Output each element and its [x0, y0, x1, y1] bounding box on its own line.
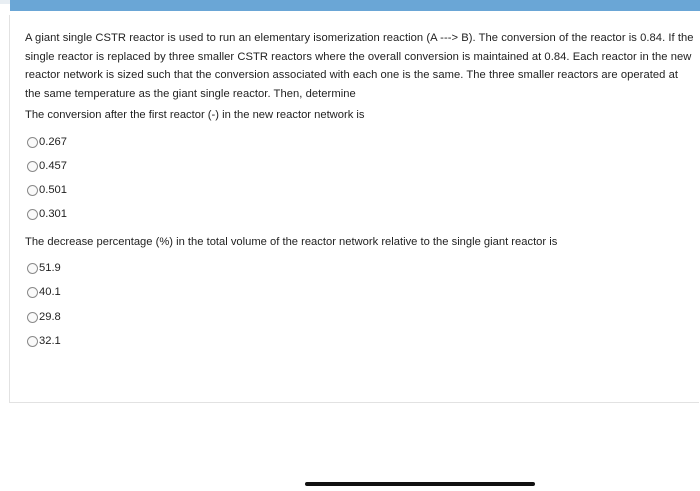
- option-label: 0.267: [39, 136, 67, 148]
- radio-button[interactable]: [27, 185, 38, 196]
- part2-option-1[interactable]: [27, 261, 61, 275]
- part2-option-3[interactable]: [27, 310, 61, 324]
- part1-option-1[interactable]: [27, 135, 67, 149]
- option-label: 32.1: [39, 335, 61, 347]
- part1-option-3[interactable]: [27, 183, 67, 197]
- part2-prompt: The decrease percentage (%) in the total volume of the reactor network relative to the single giant reactor is: [25, 236, 558, 248]
- radio-button[interactable]: [27, 161, 38, 172]
- radio-button[interactable]: [27, 312, 38, 323]
- radio-button[interactable]: [27, 263, 38, 274]
- radio-button[interactable]: [27, 287, 38, 298]
- part2-option-4[interactable]: [27, 334, 61, 348]
- option-label: 29.8: [39, 311, 61, 323]
- part2-option-2[interactable]: [27, 285, 61, 299]
- part1-prompt: The conversion after the first reactor (-) in the new reactor network is: [25, 109, 365, 121]
- option-label: 0.457: [39, 160, 67, 172]
- question-card: [9, 15, 699, 403]
- radio-button[interactable]: [27, 336, 38, 347]
- option-label: 51.9: [39, 262, 61, 274]
- option-label: 40.1: [39, 286, 61, 298]
- option-label: 0.301: [39, 208, 67, 220]
- radio-button[interactable]: [27, 137, 38, 148]
- option-label: 0.501: [39, 184, 67, 196]
- question-text: A giant single CSTR reactor is used to run an elementary isomerization reaction (A ---> B). The conversion of the reactor is 0.84. If the single reactor is replaced by three smaller CSTR reactors where the overall conversion is maintained at 0.84. Each reactor in the new reactor network is sized such that the conversion associated with each one is the same. The three smaller reactors are operated at the same temperature as the giant single reactor. Then, determine: [25, 32, 694, 100]
- home-indicator: [305, 482, 535, 486]
- part1-option-2[interactable]: [27, 159, 67, 173]
- radio-button[interactable]: [27, 209, 38, 220]
- part1-option-4[interactable]: [27, 207, 67, 221]
- accent-bar: [10, 0, 700, 11]
